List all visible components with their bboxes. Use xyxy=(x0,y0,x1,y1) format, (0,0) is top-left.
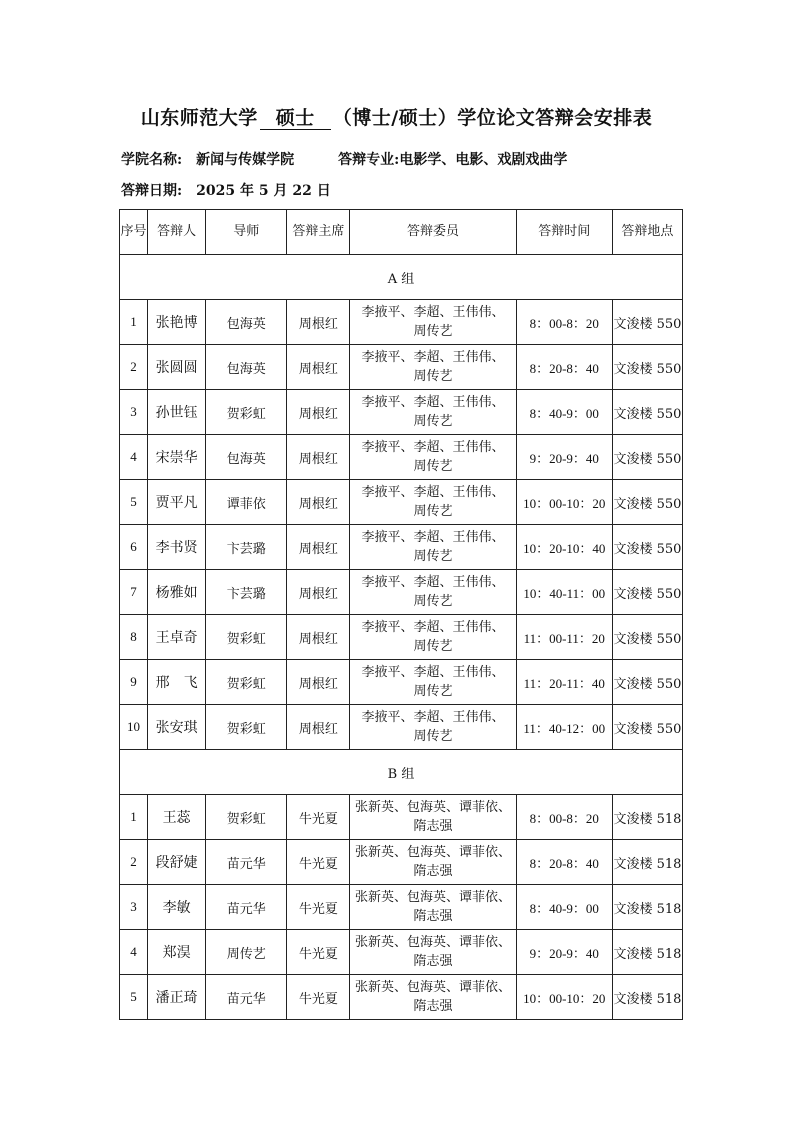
group-label: A 组 xyxy=(120,255,683,300)
major-label: 答辩专业: xyxy=(338,152,400,168)
cell-tutor: 周传艺 xyxy=(206,930,287,975)
committee-line-1: 张新英、包海英、谭菲依、 xyxy=(355,800,512,815)
header-name: 答辩人 xyxy=(148,210,206,255)
header-num: 序号 xyxy=(120,210,148,255)
table-row xyxy=(120,345,683,390)
page-title xyxy=(0,103,793,130)
committee-line-1: 张新英、包海英、谭菲依、 xyxy=(355,980,512,995)
committee-line-1: 李掖平、李超、王伟伟、 xyxy=(361,710,505,725)
cell-name: 宋崇华 xyxy=(148,435,206,480)
cell-chair: 牛光夏 xyxy=(287,885,350,930)
cell-time: 8：20-8：40 xyxy=(516,840,612,885)
cell-num: 2 xyxy=(120,345,148,390)
cell-place: 文浚楼 550 xyxy=(612,345,682,390)
cell-num: 4 xyxy=(120,435,148,480)
major-value: 电影学、电影、戏剧戏曲学 xyxy=(399,152,568,168)
cell-tutor: 包海英 xyxy=(206,435,287,480)
cell-time: 8：40-9：00 xyxy=(516,885,612,930)
committee-line-2: 周传艺 xyxy=(413,729,453,744)
cell-time: 10：20-10：40 xyxy=(516,525,612,570)
cell-committee xyxy=(350,885,516,930)
committee-line-1: 张新英、包海英、谭菲依、 xyxy=(355,935,512,950)
cell-committee xyxy=(350,795,516,840)
cell-num: 1 xyxy=(120,795,148,840)
cell-chair: 牛光夏 xyxy=(287,795,350,840)
cell-num: 1 xyxy=(120,300,148,345)
cell-committee xyxy=(350,480,516,525)
committee-line-2: 隋志强 xyxy=(413,999,453,1014)
cell-chair: 周根红 xyxy=(287,615,350,660)
committee-line-2: 周传艺 xyxy=(413,369,453,384)
cell-chair: 周根红 xyxy=(287,435,350,480)
cell-time: 8：20-8：40 xyxy=(516,345,612,390)
committee-line-1: 李掖平、李超、王伟伟、 xyxy=(361,665,505,680)
info-line-college xyxy=(121,149,567,169)
table-row xyxy=(120,660,683,705)
cell-time: 10：00-10：20 xyxy=(516,480,612,525)
table-row xyxy=(120,705,683,750)
cell-num: 2 xyxy=(120,840,148,885)
cell-place: 文浚楼 518 xyxy=(612,975,682,1020)
committee-line-1: 李掖平、李超、王伟伟、 xyxy=(361,440,505,455)
cell-name: 张安琪 xyxy=(148,705,206,750)
cell-tutor: 卞芸璐 xyxy=(206,570,287,615)
cell-num: 4 xyxy=(120,930,148,975)
cell-time: 11：40-12：00 xyxy=(516,705,612,750)
cell-num: 10 xyxy=(120,705,148,750)
cell-name: 郑淏 xyxy=(148,930,206,975)
table-header-row xyxy=(120,210,683,255)
table-row xyxy=(120,570,683,615)
cell-time: 10：40-11：00 xyxy=(516,570,612,615)
group-header-row xyxy=(120,255,683,300)
cell-committee xyxy=(350,840,516,885)
cell-tutor: 卞芸璐 xyxy=(206,525,287,570)
cell-committee xyxy=(350,660,516,705)
cell-place: 文浚楼 518 xyxy=(612,840,682,885)
committee-line-1: 李掖平、李超、王伟伟、 xyxy=(361,620,505,635)
cell-tutor: 贺彩虹 xyxy=(206,390,287,435)
cell-committee xyxy=(350,300,516,345)
cell-chair: 周根红 xyxy=(287,345,350,390)
cell-chair: 牛光夏 xyxy=(287,930,350,975)
table-row xyxy=(120,840,683,885)
table-row xyxy=(120,300,683,345)
cell-chair: 牛光夏 xyxy=(287,975,350,1020)
cell-name: 段舒婕 xyxy=(148,840,206,885)
table-row xyxy=(120,435,683,480)
title-prefix: 山东师范大学 xyxy=(140,107,258,129)
title-suffix: （博士/硕士）学位论文答辩会安排表 xyxy=(332,107,653,129)
committee-line-2: 周传艺 xyxy=(413,504,453,519)
cell-tutor: 贺彩虹 xyxy=(206,660,287,705)
committee-line-2: 周传艺 xyxy=(413,684,453,699)
committee-line-2: 周传艺 xyxy=(413,549,453,564)
cell-chair: 周根红 xyxy=(287,705,350,750)
header-committee: 答辩委员 xyxy=(350,210,516,255)
college-value: 新闻与传媒学院 xyxy=(196,152,295,168)
group-header-row xyxy=(120,750,683,795)
date-label: 答辩日期: xyxy=(121,183,183,199)
college-label: 学院名称: xyxy=(121,152,183,168)
cell-committee xyxy=(350,615,516,660)
table-row xyxy=(120,975,683,1020)
cell-place: 文浚楼 550 xyxy=(612,435,682,480)
cell-committee xyxy=(350,930,516,975)
cell-num: 8 xyxy=(120,615,148,660)
cell-committee xyxy=(350,570,516,615)
cell-time: 11：00-11：20 xyxy=(516,615,612,660)
cell-chair: 周根红 xyxy=(287,480,350,525)
cell-time: 9：20-9：40 xyxy=(516,435,612,480)
committee-line-2: 隋志强 xyxy=(413,819,453,834)
title-degree: 硕士 xyxy=(260,107,331,130)
cell-tutor: 谭菲依 xyxy=(206,480,287,525)
cell-place: 文浚楼 550 xyxy=(612,525,682,570)
committee-line-1: 李掖平、李超、王伟伟、 xyxy=(361,395,505,410)
table-row xyxy=(120,930,683,975)
cell-time: 8：00-8：20 xyxy=(516,795,612,840)
table-row xyxy=(120,390,683,435)
cell-name: 王卓奇 xyxy=(148,615,206,660)
cell-place: 文浚楼 518 xyxy=(612,930,682,975)
header-chair: 答辩主席 xyxy=(287,210,350,255)
cell-tutor: 包海英 xyxy=(206,300,287,345)
committee-line-1: 李掖平、李超、王伟伟、 xyxy=(361,575,505,590)
cell-name: 杨雅如 xyxy=(148,570,206,615)
cell-chair: 牛光夏 xyxy=(287,840,350,885)
cell-chair: 周根红 xyxy=(287,525,350,570)
cell-time: 11：20-11：40 xyxy=(516,660,612,705)
cell-name: 孙世钰 xyxy=(148,390,206,435)
committee-line-2: 周传艺 xyxy=(413,639,453,654)
cell-chair: 周根红 xyxy=(287,660,350,705)
header-time: 答辩时间 xyxy=(516,210,612,255)
cell-committee xyxy=(350,975,516,1020)
table-row xyxy=(120,525,683,570)
cell-chair: 周根红 xyxy=(287,390,350,435)
info-line-date xyxy=(121,180,331,200)
table-row xyxy=(120,795,683,840)
cell-committee xyxy=(350,435,516,480)
cell-tutor: 包海英 xyxy=(206,345,287,390)
cell-num: 3 xyxy=(120,885,148,930)
cell-name: 贾平凡 xyxy=(148,480,206,525)
date-value: 2025 年 5 月 22 日 xyxy=(196,183,331,199)
cell-name: 张圆圆 xyxy=(148,345,206,390)
cell-time: 9：20-9：40 xyxy=(516,930,612,975)
cell-tutor: 贺彩虹 xyxy=(206,705,287,750)
cell-num: 6 xyxy=(120,525,148,570)
cell-place: 文浚楼 550 xyxy=(612,300,682,345)
cell-time: 10：00-10：20 xyxy=(516,975,612,1020)
cell-place: 文浚楼 550 xyxy=(612,570,682,615)
committee-line-1: 张新英、包海英、谭菲依、 xyxy=(355,890,512,905)
committee-line-2: 隋志强 xyxy=(413,909,453,924)
cell-place: 文浚楼 518 xyxy=(612,885,682,930)
cell-name: 张艳博 xyxy=(148,300,206,345)
cell-tutor: 苗元华 xyxy=(206,840,287,885)
cell-tutor: 苗元华 xyxy=(206,975,287,1020)
cell-tutor: 贺彩虹 xyxy=(206,795,287,840)
header-place: 答辩地点 xyxy=(612,210,682,255)
cell-time: 8：00-8：20 xyxy=(516,300,612,345)
committee-line-1: 李掖平、李超、王伟伟、 xyxy=(361,485,505,500)
cell-num: 5 xyxy=(120,480,148,525)
cell-chair: 周根红 xyxy=(287,300,350,345)
cell-tutor: 贺彩虹 xyxy=(206,615,287,660)
committee-line-2: 周传艺 xyxy=(413,459,453,474)
header-tutor: 导师 xyxy=(206,210,287,255)
cell-committee xyxy=(350,345,516,390)
cell-time: 8：40-9：00 xyxy=(516,390,612,435)
schedule-table xyxy=(119,209,683,1020)
committee-line-2: 周传艺 xyxy=(413,324,453,339)
committee-line-1: 李掖平、李超、王伟伟、 xyxy=(361,530,505,545)
cell-name: 李敏 xyxy=(148,885,206,930)
cell-num: 9 xyxy=(120,660,148,705)
cell-chair: 周根红 xyxy=(287,570,350,615)
table-row xyxy=(120,615,683,660)
cell-tutor: 苗元华 xyxy=(206,885,287,930)
cell-place: 文浚楼 518 xyxy=(612,795,682,840)
cell-place: 文浚楼 550 xyxy=(612,480,682,525)
cell-num: 3 xyxy=(120,390,148,435)
cell-place: 文浚楼 550 xyxy=(612,615,682,660)
cell-num: 5 xyxy=(120,975,148,1020)
cell-place: 文浚楼 550 xyxy=(612,390,682,435)
committee-line-2: 周传艺 xyxy=(413,414,453,429)
cell-committee xyxy=(350,705,516,750)
table-row xyxy=(120,480,683,525)
committee-line-1: 李掖平、李超、王伟伟、 xyxy=(361,350,505,365)
cell-name: 邢 飞 xyxy=(148,660,206,705)
cell-place: 文浚楼 550 xyxy=(612,660,682,705)
cell-committee xyxy=(350,525,516,570)
committee-line-2: 隋志强 xyxy=(413,954,453,969)
cell-committee xyxy=(350,390,516,435)
cell-name: 李书贤 xyxy=(148,525,206,570)
cell-num: 7 xyxy=(120,570,148,615)
group-label: B 组 xyxy=(120,750,683,795)
committee-line-2: 周传艺 xyxy=(413,594,453,609)
committee-line-1: 李掖平、李超、王伟伟、 xyxy=(361,305,505,320)
cell-name: 王蕊 xyxy=(148,795,206,840)
cell-place: 文浚楼 550 xyxy=(612,705,682,750)
cell-name: 潘正琦 xyxy=(148,975,206,1020)
committee-line-1: 张新英、包海英、谭菲依、 xyxy=(355,845,512,860)
table-row xyxy=(120,885,683,930)
committee-line-2: 隋志强 xyxy=(413,864,453,879)
